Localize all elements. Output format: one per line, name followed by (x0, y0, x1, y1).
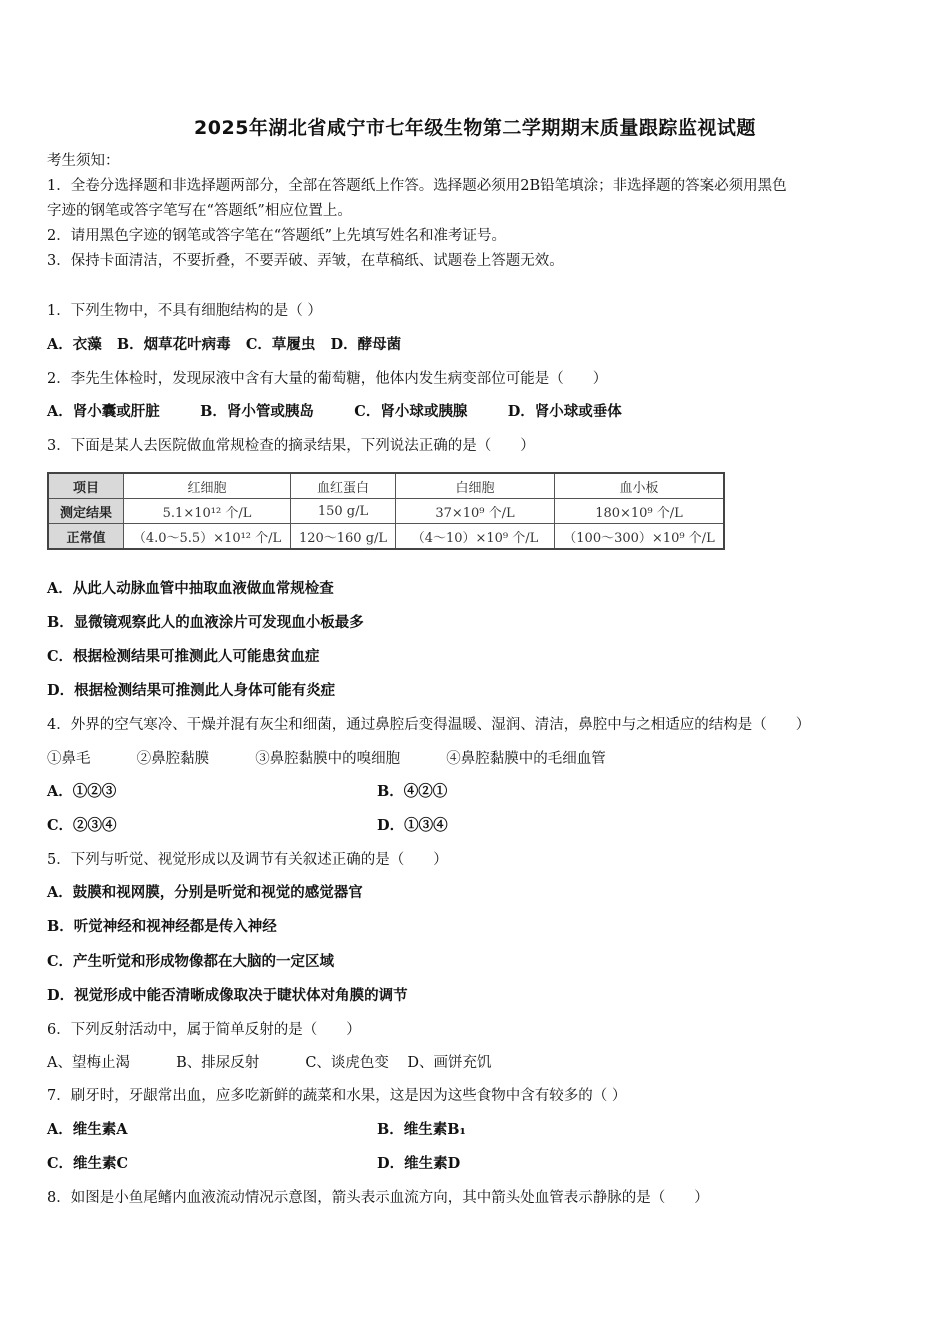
question-stem: 4．外界的空气寒冷、干燥并混有灰尘和细菌，通过鼻腔后变得温暖、湿润、清洁，鼻腔中与之相适应的结构是（ ） (47, 717, 811, 733)
table-cell: 正常值 (48, 524, 124, 550)
option[interactable]: D．酵母菌 (330, 336, 402, 353)
option[interactable]: B．④②① (377, 783, 448, 800)
structure-item: ①鼻毛 (47, 751, 91, 767)
structure-item: ③鼻腔黏膜中的嗅细胞 (255, 751, 401, 767)
table-cell: 5.1×10¹² 个/L (124, 499, 291, 524)
table-cell: （100～300）×10⁹ 个/L (555, 524, 725, 550)
option[interactable]: A．鼓膜和视网膜，分别是听觉和视觉的感觉器官 (47, 884, 363, 901)
notice-line: 1．全卷分选择题和非选择题两部分，全部在答题纸上作答。选择题必须用2B铅笔填涂；非选择题的答案必须用黑色 (47, 178, 787, 194)
question-stem: 8．如图是小鱼尾鳍内血液流动情况示意图，箭头表示血流方向，其中箭头处血管表示静脉的是（ ） (47, 1190, 709, 1206)
option[interactable]: B．烟草花叶病毒 (116, 336, 231, 353)
option[interactable]: C．草履虫 (245, 336, 316, 353)
table-cell: 37×10⁹ 个/L (396, 499, 555, 524)
table-cell: （4～10）×10⁹ 个/L (396, 524, 555, 550)
option[interactable]: C、谈虎色变 (305, 1055, 389, 1071)
structure-item: ②鼻腔黏膜 (136, 751, 210, 767)
option-row (47, 402, 622, 422)
question-stem: 1．下列生物中，不具有细胞结构的是（ ） (47, 303, 322, 319)
option[interactable]: B．维生素B₁ (377, 1121, 466, 1138)
table-header-cell: 项目 (48, 473, 124, 499)
option[interactable]: D．维生素D (377, 1155, 461, 1172)
table-header-cell: 白细胞 (396, 473, 555, 499)
option[interactable]: B．听觉神经和视神经都是传入神经 (47, 918, 277, 935)
notice-line: 3．保持卡面清洁，不要折叠，不要弄破、弄皱，在草稿纸、试题卷上答题无效。 (47, 253, 564, 269)
question-stem: 7．刷牙时，牙龈常出血，应多吃新鲜的蔬菜和水果，这是因为这些食物中含有较多的（ ） (47, 1088, 627, 1104)
exam-title: 2025年湖北省咸宁市七年级生物第二学期期末质量跟踪监视试题 (194, 117, 756, 139)
notice-heading: 考生须知： (47, 153, 120, 169)
option[interactable]: D．根据检测结果可推测此人身体可能有炎症 (47, 682, 336, 699)
table-header-cell: 红细胞 (124, 473, 291, 499)
table-cell: 测定结果 (48, 499, 124, 524)
structure-item: ④鼻腔黏膜中的毛细血管 (446, 751, 606, 767)
table-cell: 120～160 g/L (291, 524, 396, 550)
option[interactable]: D．肾小球或垂体 (507, 403, 622, 420)
option[interactable]: D．视觉形成中能否清晰成像取决于睫状体对角膜的调节 (47, 987, 408, 1004)
table-cell: 150 g/L (291, 499, 396, 524)
option[interactable]: B、排尿反射 (176, 1055, 260, 1071)
option[interactable]: B．显微镜观察此人的血液涂片可发现血小板最多 (47, 614, 364, 631)
table-row (48, 499, 724, 524)
table-row (48, 524, 724, 550)
option[interactable]: C．肾小球或胰腺 (354, 403, 468, 420)
notice-line: 字迹的钢笔或答字笔写在“答题纸”相应位置上。 (47, 203, 352, 219)
option[interactable]: C．②③④ (47, 817, 117, 834)
option[interactable]: D、画饼充饥 (407, 1055, 492, 1071)
option[interactable]: C．产生听觉和形成物像都在大脑的一定区域 (47, 953, 335, 970)
table-header-cell: 血红蛋白 (291, 473, 396, 499)
question-stem: 3．下面是某人去医院做血常规检查的摘录结果，下列说法正确的是（ ） (47, 438, 535, 454)
question-stem: 2．李先生体检时，发现尿液中含有大量的葡萄糖，他体内发生病变部位可能是（ ） (47, 371, 608, 387)
option[interactable]: A．维生素A (47, 1121, 128, 1138)
blood-test-table (47, 472, 725, 550)
table-cell: （4.0～5.5）×10¹² 个/L (124, 524, 291, 550)
table-header-row (48, 473, 724, 499)
option[interactable]: A．肾小囊或肝脏 (47, 403, 160, 420)
question-stem: 5．下列与听觉、视觉形成以及调节有关叙述正确的是（ ） (47, 852, 448, 868)
item-row (47, 749, 606, 769)
table-cell: 180×10⁹ 个/L (555, 499, 725, 524)
option[interactable]: A．从此人动脉血管中抽取血液做血常规检查 (47, 580, 334, 597)
option[interactable]: B．肾小管或胰岛 (200, 403, 314, 420)
option[interactable]: A．①②③ (47, 783, 117, 800)
option[interactable]: A、望梅止渴 (47, 1055, 130, 1071)
option[interactable]: C．根据检测结果可推测此人可能患贫血症 (47, 648, 320, 665)
table-header-cell: 血小板 (555, 473, 725, 499)
option-row (47, 1053, 492, 1073)
notice-line: 2．请用黑色字迹的钢笔或答字笔在“答题纸”上先填写姓名和准考证号。 (47, 228, 507, 244)
question-stem: 6．下列反射活动中，属于简单反射的是（ ） (47, 1022, 361, 1038)
option[interactable]: D．①③④ (377, 817, 448, 834)
option-row (47, 335, 401, 355)
option[interactable]: C．维生素C (47, 1155, 129, 1172)
option[interactable]: A．衣藻 (47, 336, 102, 353)
